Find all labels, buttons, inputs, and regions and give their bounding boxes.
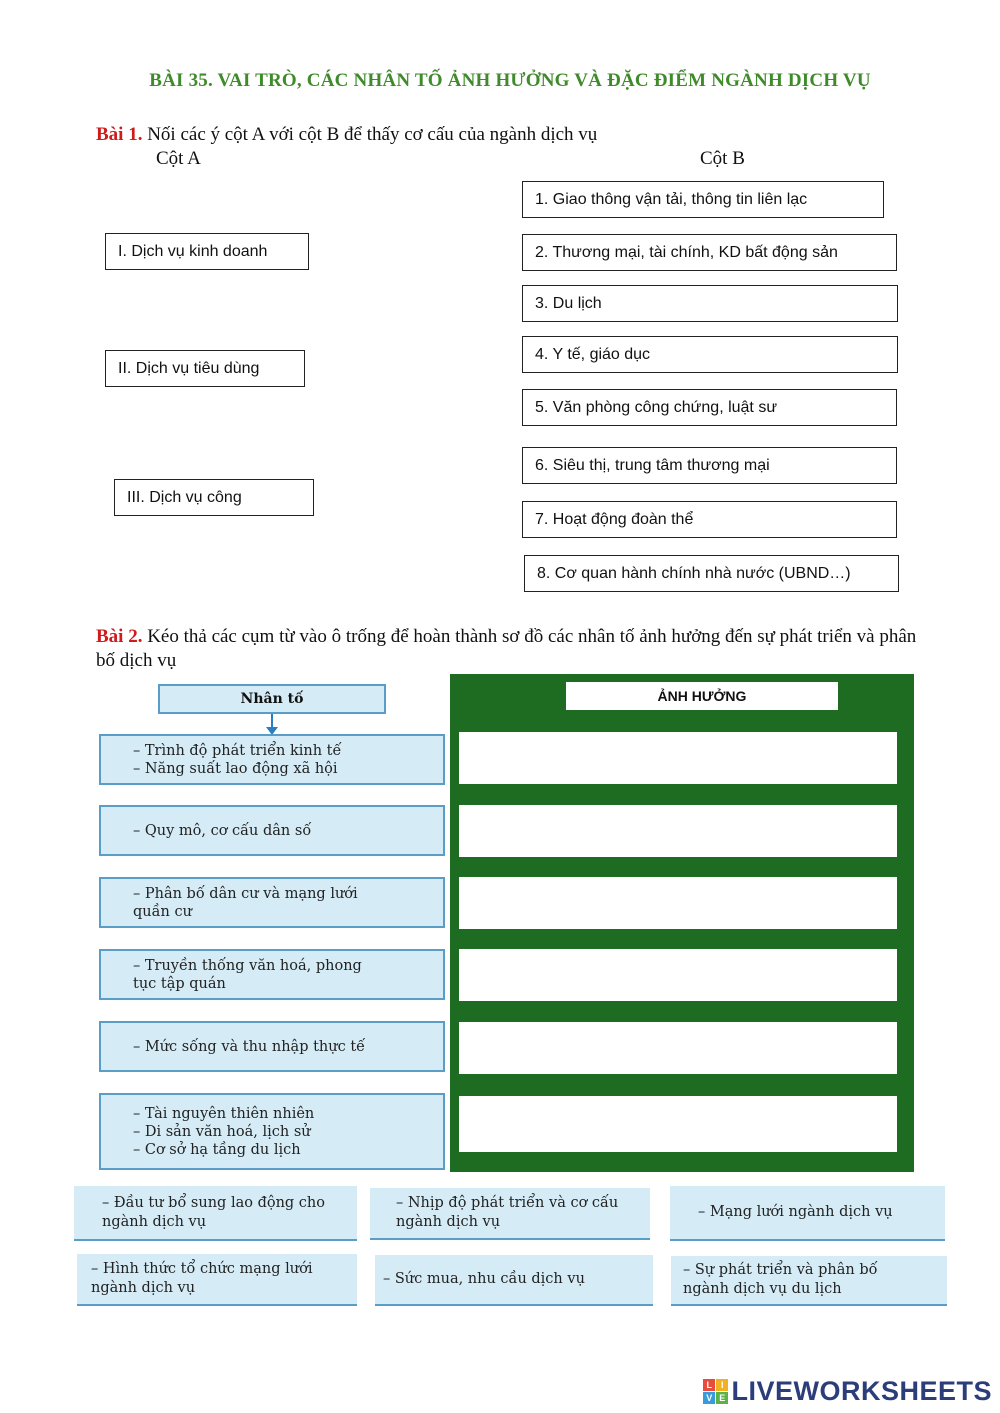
influence-header: ẢNH HƯỞNG [566,682,838,710]
factor-box-2: – Quy mô, cơ cấu dân số [99,805,445,856]
drop-zone-1[interactable] [459,732,897,784]
column-a-header: Cột A [156,148,201,169]
worksheet-title: BÀI 35. VAI TRÒ, CÁC NHÂN TỐ ẢNH HƯỞNG VÀ ĐẶC ĐIỂM NGÀNH DỊCH VỤ [149,70,871,91]
factor-header: Nhân tố [158,684,386,714]
exercise-2-prompt [96,625,926,673]
draggable-option-3[interactable]: – Mạng lưới ngành dịch vụ [670,1186,945,1241]
liveworksheets-logo [703,1376,992,1407]
column-a-item-1[interactable]: I. Dịch vụ kinh doanh [105,233,309,270]
drop-zone-2[interactable] [459,805,897,857]
brand-name: LIVEWORKSHEETS [731,1376,992,1406]
column-a-item-2[interactable]: II. Dịch vụ tiêu dùng [105,350,305,387]
drop-zone-3[interactable] [459,877,897,929]
factor-box-3: – Phân bố dân cư và mạng lưới quần cư [99,877,445,928]
column-b-item-1[interactable]: 1. Giao thông vận tải, thông tin liên lạc [522,181,884,218]
drop-zone-4[interactable] [459,949,897,1001]
drop-zone-6[interactable] [459,1096,897,1152]
column-b-item-5[interactable]: 5. Văn phòng công chứng, luật sư [522,389,897,426]
draggable-option-4[interactable]: – Hình thức tổ chức mạng lưới ngành dịch vụ [77,1254,357,1306]
logo-mark-icon: L I V E [703,1379,728,1404]
column-a-item-3[interactable]: III. Dịch vụ công [114,479,314,516]
exercise-1-instruction: Nối các ý cột A với cột B để thấy cơ cấu của ngành dịch vụ [142,124,598,145]
drop-zone-5[interactable] [459,1022,897,1074]
column-b-item-4[interactable]: 4. Y tế, giáo dục [522,336,898,373]
exercise-2-instruction: Kéo thả các cụm từ vào ô trống để hoàn thành sơ đồ các nhân tố ảnh hưởng đến sự phát triển và phân bố dịch vụ [96,626,917,671]
draggable-option-5[interactable]: – Sức mua, nhu cầu dịch vụ [375,1255,653,1306]
factor-box-5: – Mức sống và thu nhập thực tế [99,1021,445,1072]
column-b-header: Cột B [700,148,745,169]
column-b-item-3[interactable]: 3. Du lịch [522,285,898,322]
column-b-item-2[interactable]: 2. Thương mại, tài chính, KD bất động sản [522,234,897,271]
draggable-option-2[interactable]: – Nhịp độ phát triển và cơ cấu ngành dịch vụ [370,1188,650,1240]
factor-box-6: – Tài nguyên thiên nhiên – Di sản văn hoá, lịch sử – Cơ sở hạ tầng du lịch [99,1093,445,1170]
column-b-item-8[interactable]: 8. Cơ quan hành chính nhà nước (UBND…) [524,555,899,592]
column-b-item-7[interactable]: 7. Hoạt động đoàn thể [522,501,897,538]
factor-box-4: – Truyền thống văn hoá, phong tục tập quán [99,949,445,1000]
column-b-item-6[interactable]: 6. Siêu thị, trung tâm thương mại [522,447,897,484]
exercise-1-label: Bài 1. [96,124,143,145]
exercise-1-prompt [96,123,597,147]
draggable-option-1[interactable]: – Đầu tư bổ sung lao động cho ngành dịch vụ [74,1186,357,1241]
draggable-option-6[interactable]: – Sự phát triển và phân bố ngành dịch vụ du lịch [671,1256,947,1306]
exercise-2-label: Bài 2. [96,626,143,647]
factor-box-1: – Trình độ phát triển kinh tế – Năng suất lao động xã hội [99,734,445,785]
